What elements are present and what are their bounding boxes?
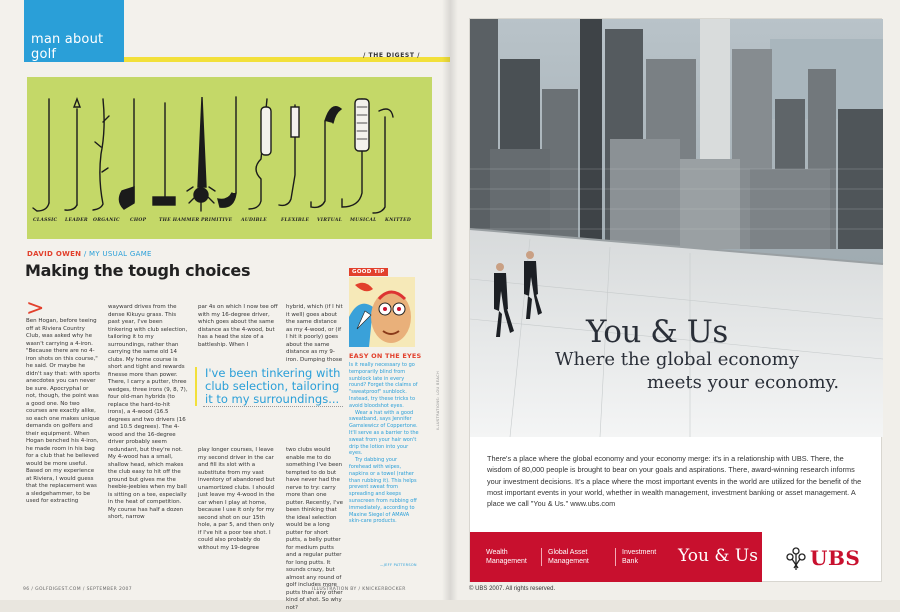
digest-label: / THE DIGEST /: [363, 52, 420, 59]
club-organic: [93, 99, 104, 210]
page-gutter: [442, 0, 458, 600]
section-header-tab: [24, 0, 124, 62]
article-column-3-top: [198, 304, 278, 349]
club-musical-shaft: [311, 121, 325, 207]
club-virtual-grip: [291, 107, 299, 137]
ad-copyright: © UBS 2007. All rights reserved.: [469, 586, 556, 592]
illustration-credit-vertical: ILLUSTRATIONS: LOU BEACH: [436, 370, 440, 430]
bar-item-line: Management: [548, 558, 589, 565]
club-label: FLEXIBLE: [281, 218, 310, 223]
article-text: wayward drives from the dense Kikuyu grass. This past year, I've been tinkering with club selection, tailoring it to my surroundings, rather than carrying the same old 14 clubs. My home course is short and tight and rewards finesse more than power. There, I carry a putter, three wedges, three irons (9, 8, 7), four old-man hybrids (to replace the hard-to-hit irons), a 4-wood (16.5 degrees and two drivers (16 and 10.5 degrees). The 4-wood and the 16-degree driver probably seem redundant, but they're not. My 4-wood has a small, shallow head, which makes the club easy to hit off the ground but gives me the heebie-jeebies when my ball is sitting on a tee, especially in the heat of competition. My course has half a dozen short, narrow: [108, 304, 188, 520]
bar-item-line: Global Asset: [548, 549, 588, 556]
tip-paragraph: Try dabbing your forehead with wipes, napkins or a towel (rather than rubbing it). This helps prevent sweat from spreading and keeps sunscreen from rubbing off immediately, according to Maxine Siegel of AMAVA skin-care products.: [349, 457, 417, 525]
article-column-3-bottom: [198, 447, 278, 552]
article-headline: Making the tough choices: [25, 261, 251, 280]
article-text: hybrid, which (if I hit it well) goes about the same distance as my 4-wood, or (if I hit it poorly) goes about the same distance as my 9-iron. Dumping those: [286, 304, 343, 363]
club-musical-note: [325, 107, 341, 123]
club-leader-head: [65, 99, 80, 210]
club-primitive-shaft: [198, 97, 206, 187]
bar-global-asset-management: [541, 548, 589, 566]
club-label: AUDIBLE: [241, 218, 267, 223]
article-text: par 4s on which I now tee off with my 16-degree driver, which goes about the same distance as the 4-wood, but has a head the size of a battleship. When I: [198, 304, 278, 348]
page-footer-credit: ILLUSTRATION BY / KNICKERBOCKER: [312, 587, 406, 592]
bar-wealth-management: [486, 548, 527, 566]
byline-column: / MY USUAL GAME: [83, 250, 152, 258]
pull-quote-rule: [203, 406, 343, 407]
tip-paragraph: Wear a hat with a good sweatband, says Jennifer Gamsiewicz of Coppertone. It'll serve as a barrier to the sweat from your hair won't drip the lotion into your eyes.: [349, 409, 419, 457]
bar-item-line: Wealth: [486, 549, 508, 556]
golf-clubs-illustration: [27, 77, 432, 239]
bar-investment-bank: [615, 548, 656, 566]
club-label: ORGANIC: [93, 218, 120, 223]
ad-subhead-line1: Where the global economy: [555, 349, 800, 370]
club-labels-row: [27, 218, 432, 232]
club-label: VIRTUAL: [317, 218, 343, 223]
page-footer-folio: 96 / GOLFDIGEST.COM / SEPTEMBER 2007: [23, 587, 133, 592]
club-label: CHOP: [130, 218, 147, 223]
clubs-drawing: [27, 77, 432, 239]
dropcap-arrow: >: [26, 296, 45, 321]
club-chop-head: [119, 187, 134, 209]
ad-red-bar: [470, 532, 762, 582]
tip-paragraph: Is it really necessary to go temporarily blind from sunblock late in every round? Forget the claims of "sweatproof" sunblock. Instead, try these tricks to avoid bloodshot eyes.: [349, 362, 418, 409]
section-label: man about golf: [31, 32, 104, 62]
club-flexible-grip: [261, 107, 271, 155]
article-column-1: [26, 318, 100, 506]
byline-author: DAVID OWEN: [27, 250, 82, 258]
club-label: LEADER: [65, 218, 88, 223]
ubs-advertisement: [469, 18, 882, 582]
club-label: THE HAMMER: [159, 218, 200, 223]
club-label: CLASSIC: [33, 218, 58, 223]
article-text: play longer courses, I leave my second driver in the car and fill its slot with a substitute from my vast inventory of abandoned but unamortized clubs. I should just leave my 4-wood in the car when I play at home, because I use it only for my second shot on our 15th hole, a par 5, and then only if I've hit a poor tee shot. I could also probably do without my 19-degree: [198, 447, 275, 551]
tip-body: [349, 362, 419, 525]
ad-headline: You & Us: [586, 314, 728, 350]
article-text: two clubs would enable me to do something I've been tempted to do but have never had the nerve to try: carry more than one putter. Recently, I've been thinking that the ideal selection would be a long putter for short putts, a belly putter for medium putts and a regular putter for long putts. It sounds crazy, but almost any round of golf includes more putts than any other kind of shot. So why not?: [286, 447, 343, 611]
bar-brand-slogan: You & Us: [678, 546, 758, 566]
club-label: KNITTED: [385, 218, 412, 223]
bar-item-line: Bank: [622, 558, 638, 565]
bar-item-line: Management: [486, 558, 527, 565]
good-tip-tag: GOOD TIP: [349, 268, 388, 276]
club-label: PRIMITIVE: [201, 218, 233, 223]
club-label: MUSICAL: [350, 218, 377, 223]
ad-body-copy: There's a place where the global economy and your economy merge: it's in a relationship with UBS. There, the wisdom of 80,000 people is brought to bear on your goals and aspirations. There, award-winning research informs your investment decisions. It's a place where the most important events in the world are utilized for the benefit of the most important events in your world, whether in wealth management, investment banking or asset management. A place we call "You & Us." www.ubs.com: [487, 454, 862, 509]
club-hammer-head: [153, 197, 175, 205]
article-column-2: [108, 304, 188, 522]
ubs-logo-text: UBS: [810, 546, 861, 570]
pull-quote: I've been tinkering with club selection, tailoring it to my surroundings...: [195, 367, 343, 406]
club-classic-head: [33, 203, 49, 211]
club-primitive-ball: [194, 188, 208, 202]
left-magazine-page: [0, 0, 450, 611]
tip-signature: —JEFF PATTERSON: [380, 563, 417, 567]
club-extra-hook: [379, 109, 393, 117]
tip-face-illustration: [349, 277, 415, 347]
ad-subhead-line2: meets your economy.: [647, 372, 840, 393]
article-text: Ben Hogan, before teeing off at Riviera Country Club, was asked why he wasn't carrying a 4-iron. "Because there are no 4-iron shots on this course," he said. Or maybe he didn't say that: with sports anecdotes you can never be sure. Apocryphal or not, though, the point was a good one. No two courses are exactly alike, so each one makes unique demands on golfers and their equipment. When Hogan benched his 4-iron, he made room in his bag for a club that he believed would be more useful. Based on my experience at Riviera, I would guess that the replacement was a sledgehammer, to be used for extracting: [26, 318, 100, 504]
byline: [27, 250, 152, 258]
bar-item-line: Investment: [622, 549, 657, 556]
club-extra-shaft: [373, 117, 385, 213]
club-audible-horn: [218, 193, 236, 207]
article-column-4-top: [286, 304, 344, 364]
tip-title: EASY ON THE EYES: [349, 352, 422, 360]
